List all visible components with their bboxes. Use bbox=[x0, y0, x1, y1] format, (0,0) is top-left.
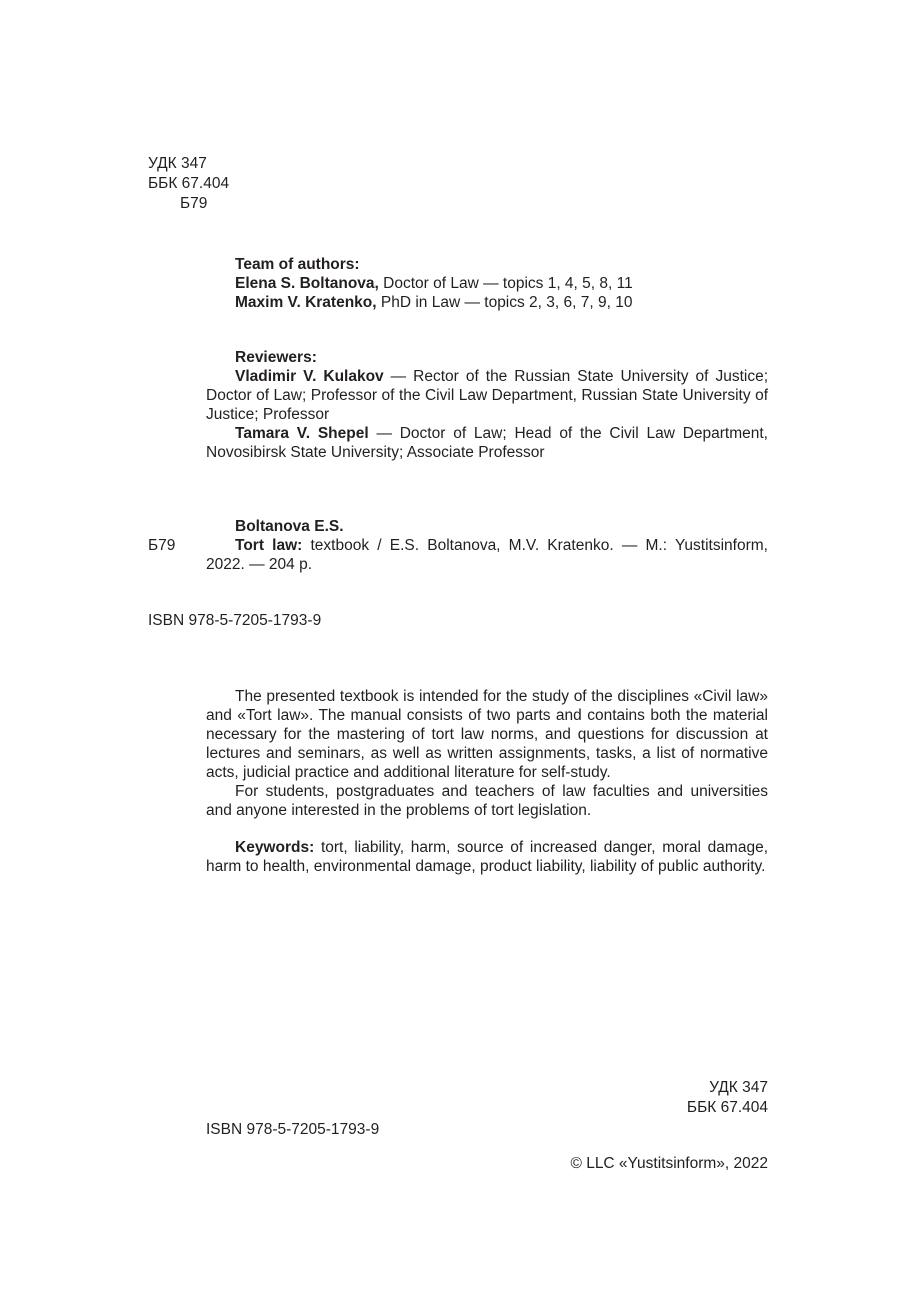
keywords-list: tort, liability, harm, source of increased danger, moral damage, harm to health, environmental damage, product liability, liability of public authority. bbox=[206, 839, 768, 875]
catalog-desc: textbook / E.S. Boltanova, M.V. Kratenko. — M.: Yustitsinform, 2022. — 204 p. bbox=[206, 537, 768, 573]
author-entry bbox=[206, 274, 768, 293]
reviewer-entry bbox=[206, 367, 768, 424]
catalog-entry bbox=[206, 517, 768, 574]
reviewer-name: Vladimir V. Kulakov bbox=[235, 368, 384, 385]
reviewers-heading: Reviewers: bbox=[235, 349, 317, 366]
reviewers-section bbox=[206, 348, 768, 462]
author-desc: Doctor of Law — topics 1, 4, 5, 8, 11 bbox=[378, 275, 633, 292]
isbn: ISBN 978-5-7205-1793-9 bbox=[148, 612, 322, 629]
footer-udk: УДК 347 bbox=[709, 1079, 768, 1096]
catalog-author: Boltanova E.S. bbox=[235, 518, 344, 535]
authors-section bbox=[206, 255, 768, 312]
catalog-mark: Б79 bbox=[148, 537, 176, 554]
reviewer-name: Tamara V. Shepel bbox=[235, 425, 369, 442]
authors-heading: Team of authors: bbox=[235, 256, 360, 273]
author-name: Maxim V. Kratenko, bbox=[235, 294, 377, 311]
reviewer-desc: — Rector of the Russian State University of Justice; Doctor of Law; Professor of the Civil Law Department, Russian State University of Justice; Professor bbox=[206, 368, 769, 423]
keywords bbox=[206, 838, 768, 876]
author-name: Elena S. Boltanova, bbox=[235, 275, 379, 292]
abstract-paragraph: For students, postgraduates and teachers of law faculties and universities and anyone interested in the problems of tort legislation. bbox=[206, 783, 768, 819]
bbk-code: ББК 67.404 bbox=[148, 175, 230, 192]
keywords-label: Keywords: bbox=[235, 839, 315, 856]
abstract-section bbox=[206, 687, 768, 876]
author-desc: PhD in Law — topics 2, 3, 6, 7, 9, 10 bbox=[376, 294, 633, 311]
udk-code: УДК 347 bbox=[148, 155, 207, 172]
footer-isbn: ISBN 978-5-7205-1793-9 bbox=[206, 1121, 380, 1138]
author-mark: Б79 bbox=[180, 195, 208, 212]
abstract-paragraph: The presented textbook is intended for the study of the disciplines «Civil law» and «Tort law». The manual consists of two parts and contains both the material necessary for the mastering of tort law norms, and questions for discussion at lectures and seminars, as well as written assignments, tasks, a list of normative acts, judicial practice and additional literature for self-study. bbox=[206, 688, 768, 781]
catalog-description bbox=[206, 536, 768, 574]
reviewer-desc: — Doctor of Law; Head of the Civil Law Department, Novosibirsk State University; Associate Professor bbox=[206, 425, 768, 461]
catalog-title: Tort law: bbox=[235, 537, 303, 554]
copyright: © LLC «Yustitsinform», 2022 bbox=[570, 1155, 768, 1172]
reviewer-entry bbox=[206, 424, 768, 462]
author-entry bbox=[206, 293, 768, 312]
footer-bbk: ББК 67.404 bbox=[686, 1099, 768, 1116]
